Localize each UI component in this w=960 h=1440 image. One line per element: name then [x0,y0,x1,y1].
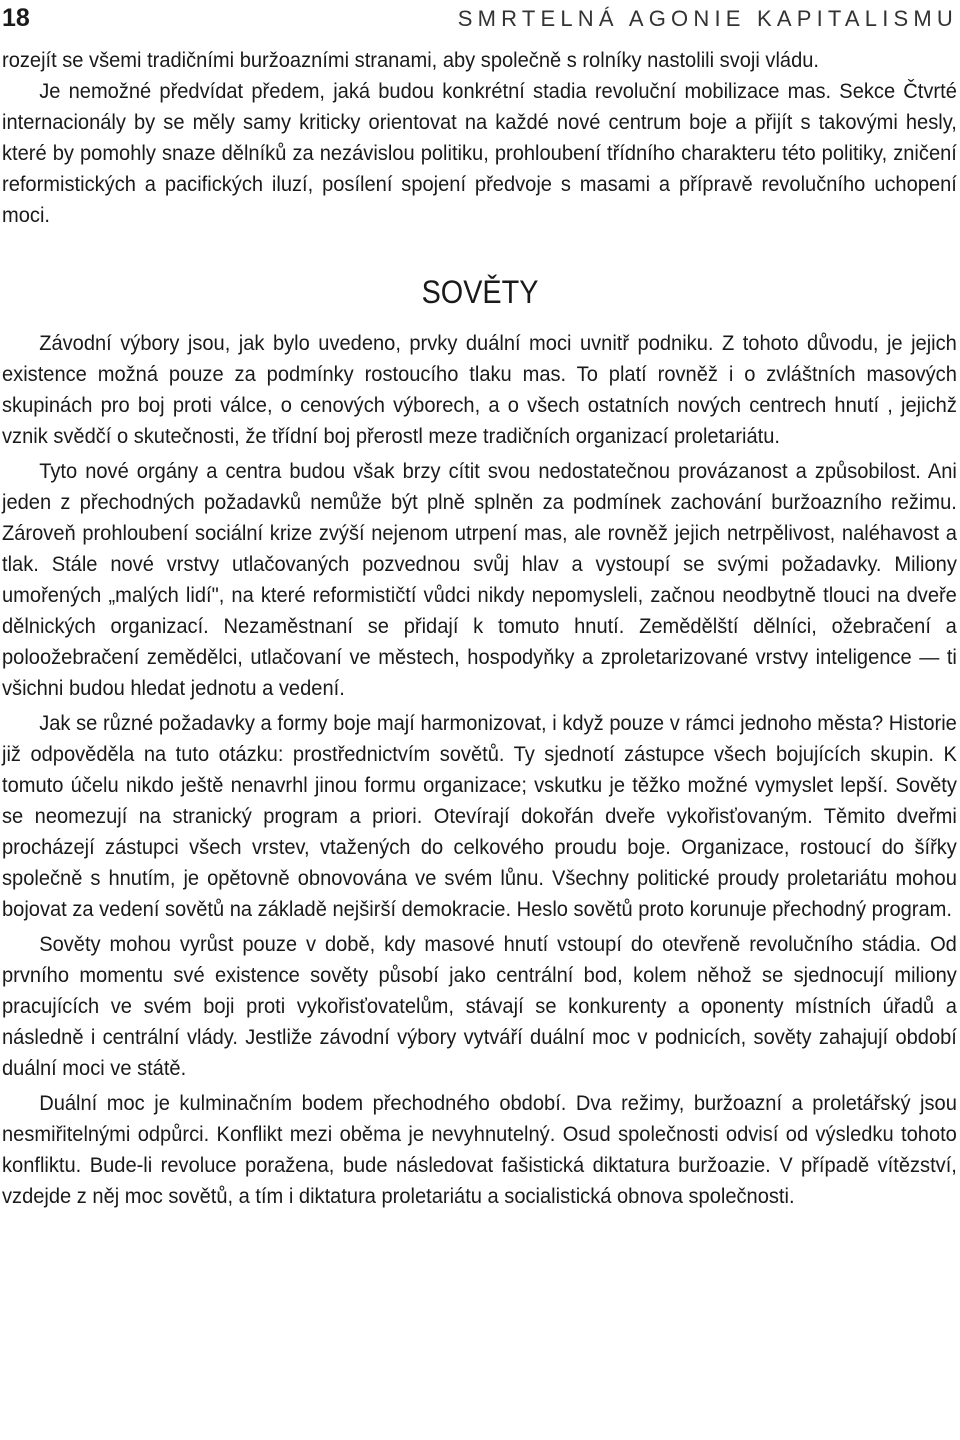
paragraph: Je nemožné předvídat předem, jaká budou konkrétní stadia revoluční mobilizace mas. Sekce Čtvrté internacionály by se měly samy kriticky orientovat na každé nové centrum boje a přijít s takovými hesly, které by pomohly snaze dělníků za nezávislou politiku, prohloubení třídního charakteru této politiky, zničení reformistických a pacifických iluzí, posílení spojení předvoje s masami a přípravě revolučního uchopení moci. [2,78,957,227]
body-text [2,44,958,1211]
section-heading: SOVĚTY [421,274,539,310]
paragraph: Závodní výbory jsou, jak bylo uvedeno, prvky duální moci uvnitř podniku. Z tohoto důvodu, je jejich existence možná pouze za podmínky rostoucího tlaku mas. To platí rovněž i o zvláštních masových skupinách pro boj proti válce, o cenových výborech, a o všech ostatních nových centrech hnutí , jejichž vznik svědčí o skutečnosti, že třídní boj přerostl meze tradičních organizací proletariátu. [2,330,957,448]
paragraph: rozejít se všemi tradičními buržoazními stranami, aby společně s rolníky nastolili svoji vládu. [2,47,820,72]
paragraph: Duální moc je kulminačním bodem přechodného období. Dva režimy, buržoazní a proletářský jsou nesmiřitelnými odpůrci. Konflikt mezi oběma je nevyhnutelný. Osud společnosti odvisí od výsledku tohoto konfliktu. Bude-li revoluce poražena, bude následovat fašistická diktatura buržoazie. V případě vítězství, vzdejde z něj moc sovětů, a tím i diktatura proletariátu a socialistická obnova společnosti. [2,1090,957,1208]
page-header [2,0,958,44]
paragraph: Tyto nové orgány a centra budou však brzy cítit svou nedostatečnou provázanost a způsobilost. Ani jeden z přechodných požadavků nemůže být plně splněn za podmínek zachování buržoazního režimu. Zároveň prohloubení sociální krize zvýší nejenom utrpení mas, ale rovněž jejich netrpělivost, naléhavost a tlak. Stále nové vrstvy utlačovaných pozvednou svůj hlav a vystoupí se svými požadavky. Miliony umořených „malých lidí", na které reformističtí vůdci nikdy nepomysleli, začnou neodbytně tlouci na dveře dělnických organizací. Nezaměstnaní se přidají k tomuto hnutí. Zemědělští dělníci, ožebračení a poloožebračení zemědělci, utlačovaní ve městech, hospodyňky a zproletarizované vrstvy inteligence — ti všichni budou hledat jednotu a vedení. [2,458,957,700]
page-number: 18 [2,4,30,32]
paragraph: Sověty mohou vyrůst pouze v době, kdy masové hnutí vstoupí do otevřeně revolučního stádia. Od prvního momentu své existence sověty působí jako centrální bod, kolem něhož se sjednocují miliony pracujících ve svém boji proti vykořisťovatelům, stávají se konkurenty a oponenty místních úřadů a následně i centrální vlády. Jestliže závodní výbory vytváří duální moc v podnicích, sověty zahajují období duální moci ve státě. [2,931,957,1080]
running-title: SMRTELNÁ AGONIE KAPITALISMU [457,6,958,31]
paragraph: Jak se různé požadavky a formy boje mají harmonizovat, i když pouze v rámci jednoho města? Historie již odpověděla na tuto otázku: prostřednictvím sovětů. Ty sjednotí zástupce všech bojujících skupin. K tomuto účelu nikdo ještě nenavrhl jinou formu organizace; vskutku je těžko možné vymyslet lepší. Sověty se neomezují na stranický program a priori. Otevírají dokořán dveře vykořisťovaným. Těmito dveřmi procházejí zástupci všech vrstev, vtažených do celkového proudu boje. Organizace, rostoucí do šířky společně s hnutím, je opětovně obnovována ve svém lůnu. Všechny politické proudy proletariátu mohou bojovat za vedení sovětů na základě nejširší demokracie. Heslo sovětů proto korunuje přechodný program. [2,710,957,921]
